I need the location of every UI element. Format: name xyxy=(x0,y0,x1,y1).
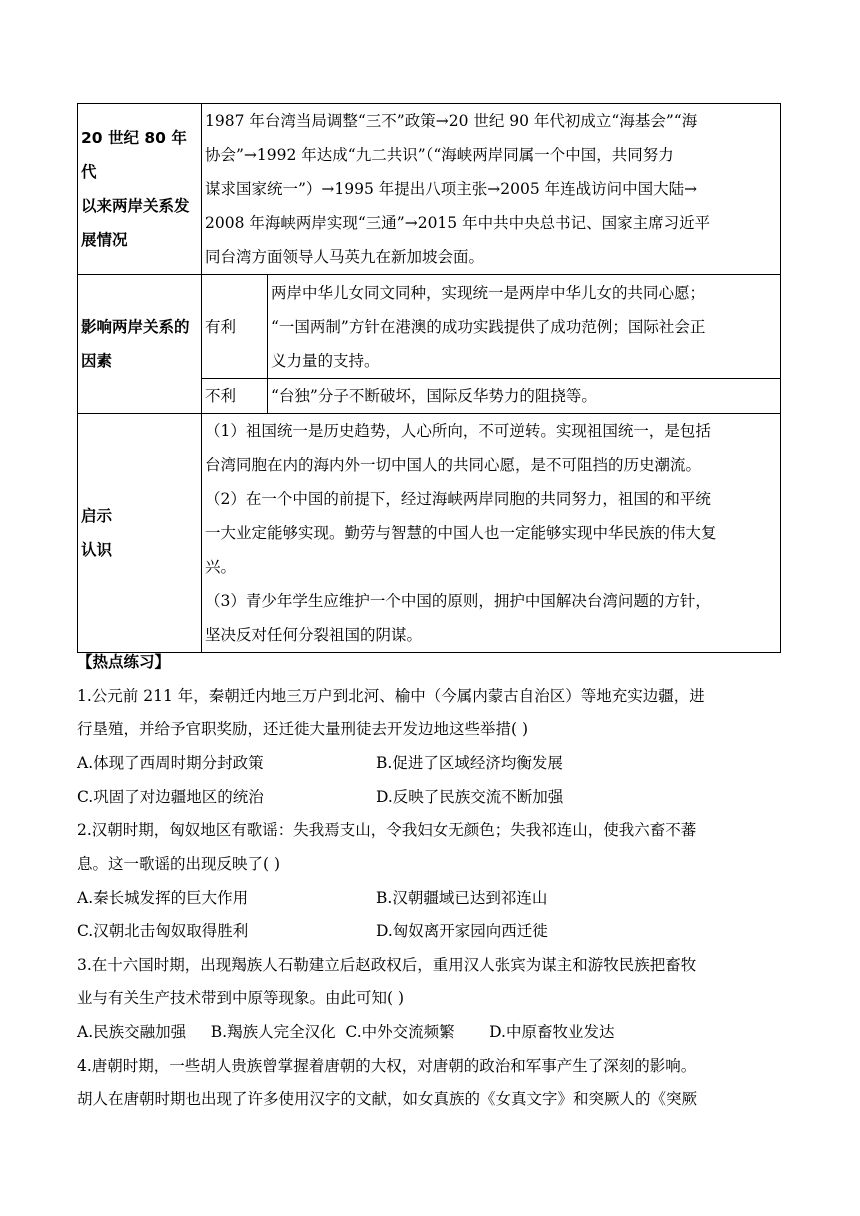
q2-option-a[interactable]: A.秦长城发挥的巨大作用 xyxy=(77,889,249,907)
q3-options[interactable]: A.民族交融加强 B.羯族人完全汉化 C.中外交流频繁 D.中原畜牧业发达 xyxy=(77,1023,615,1041)
q1-stem-line: 1.公元前 211 年，秦朝迁内地三万户到北河、榆中（今属内蒙古自治区）等地充实边疆，进 xyxy=(77,687,705,705)
q2-option-b[interactable]: B.汉朝疆域已达到祁连山 xyxy=(376,889,548,907)
table-row-development xyxy=(78,104,781,275)
content-line: 谋求国家统一”）→1995 年提出八项主张→2005 年连战访问中国大陆→ xyxy=(205,180,698,198)
unfavorable-content: “台独”分子不断破坏，国际反华势力的阻挠等。 xyxy=(268,379,781,414)
content-line: 1987 年台湾当局调整“三不”政策→20 世纪 90 年代初成立“海基会”“海 xyxy=(205,112,698,130)
q2-stem-line: 息。这一歌谣的出现反映了( ) xyxy=(77,855,281,873)
favorable-content xyxy=(268,275,781,379)
content-line: 两岸中华儿女同文同种，实现统一是两岸中华儿女的共同心愿； xyxy=(271,283,706,302)
q1-option-a[interactable]: A.体现了西周时期分封政策 xyxy=(77,754,264,772)
content-line: 一大业定能够实现。勤劳与智慧的中国人也一定能够实现中华民族的伟大复 xyxy=(205,524,717,542)
content-line: 兴。 xyxy=(205,558,237,576)
header-line: 影响两岸关系的 xyxy=(81,318,190,336)
content-line: （2）在一个中国的前提下，经过海峡两岸同胞的共同努力，祖国的和平统 xyxy=(205,490,711,508)
row-header-insights xyxy=(78,414,202,653)
q2-stem-line: 2.汉朝时期，匈奴地区有歌谣：失我焉支山，令我妇女无颜色；失我祁连山，使我六畜不蕃 xyxy=(77,821,697,839)
header-line: 以来两岸关系发 xyxy=(81,197,190,215)
unfavorable-label: 不利 xyxy=(202,379,268,414)
header-line: 20 世纪 80 年代 xyxy=(81,129,187,181)
q3-stem-line: 3.在十六国时期，出现羯族人石勒建立后赵政权后，重用汉人张宾为谋主和游牧民族把畜牧 xyxy=(77,956,697,974)
header-line: 因素 xyxy=(81,352,113,370)
header-line: 展情况 xyxy=(81,231,128,249)
q1-option-c[interactable]: C.巩固了对边疆地区的统治 xyxy=(77,788,264,806)
content-line: 2008 年海峡两岸实现“三通”→2015 年中共中央总书记、国家主席习近平 xyxy=(205,214,711,232)
header-line: 认识 xyxy=(81,541,113,559)
q4-stem-line: 胡人在唐朝时期也出现了许多使用汉字的文献，如女真族的《女真文字》和突厥人的《突厥 xyxy=(77,1090,698,1108)
summary-table xyxy=(77,103,781,653)
table-row-factors-favorable xyxy=(78,275,781,379)
content-line: （1）祖国统一是历史趋势，人心所向，不可逆转。实现祖国统一，是包括 xyxy=(205,422,711,440)
q1-option-d[interactable]: D.反映了民族交流不断加强 xyxy=(376,788,564,806)
content-line: 台湾同胞在内的海内外一切中国人的共同心愿，是不可阻挡的历史潮流。 xyxy=(205,456,702,474)
q2-option-c[interactable]: C.汉朝北击匈奴取得胜利 xyxy=(77,922,249,940)
content-line: 坚决反对任何分裂祖国的阴谋。 xyxy=(205,626,423,644)
header-line: 启示 xyxy=(81,507,113,525)
q2-option-d[interactable]: D.匈奴离开家园向西迁徙 xyxy=(376,922,548,940)
row-header-development xyxy=(78,104,202,275)
q1-stem-line: 行垦殖，并给予官职奖励，还迁徙大量刑徒去开发边地这些举措( ) xyxy=(77,720,529,738)
content-line: 协会”→1992 年达成“九二共识”（“海峡两岸同属一个中国，共同努力 xyxy=(205,146,674,164)
content-line: （3）青少年学生应维护一个中国的原则，拥护中国解决台湾问题的方针， xyxy=(205,592,711,610)
insights-content xyxy=(202,414,781,653)
content-line: 同台湾方面领导人马英九在新加坡会面。 xyxy=(205,248,485,266)
q1-option-b[interactable]: B.促进了区域经济均衡发展 xyxy=(376,754,563,772)
content-line: 义力量的支持。 xyxy=(271,351,380,370)
table-row-insights xyxy=(78,414,781,653)
q4-stem-line: 4.唐朝时期，一些胡人贵族曾掌握着唐朝的大权，对唐朝的政治和军事产生了深刻的影响。 xyxy=(77,1057,697,1075)
row-header-factors xyxy=(78,275,202,414)
q3-stem-line: 业与有关生产技术带到中原等现象。由此可知( ) xyxy=(77,989,405,1007)
development-content xyxy=(202,104,781,275)
content-line: “一国两制”方针在港澳的成功实践提供了成功范例；国际社会正 xyxy=(271,317,706,336)
practice-heading: 【热点练习】 xyxy=(77,653,171,671)
favorable-label: 有利 xyxy=(202,275,268,379)
